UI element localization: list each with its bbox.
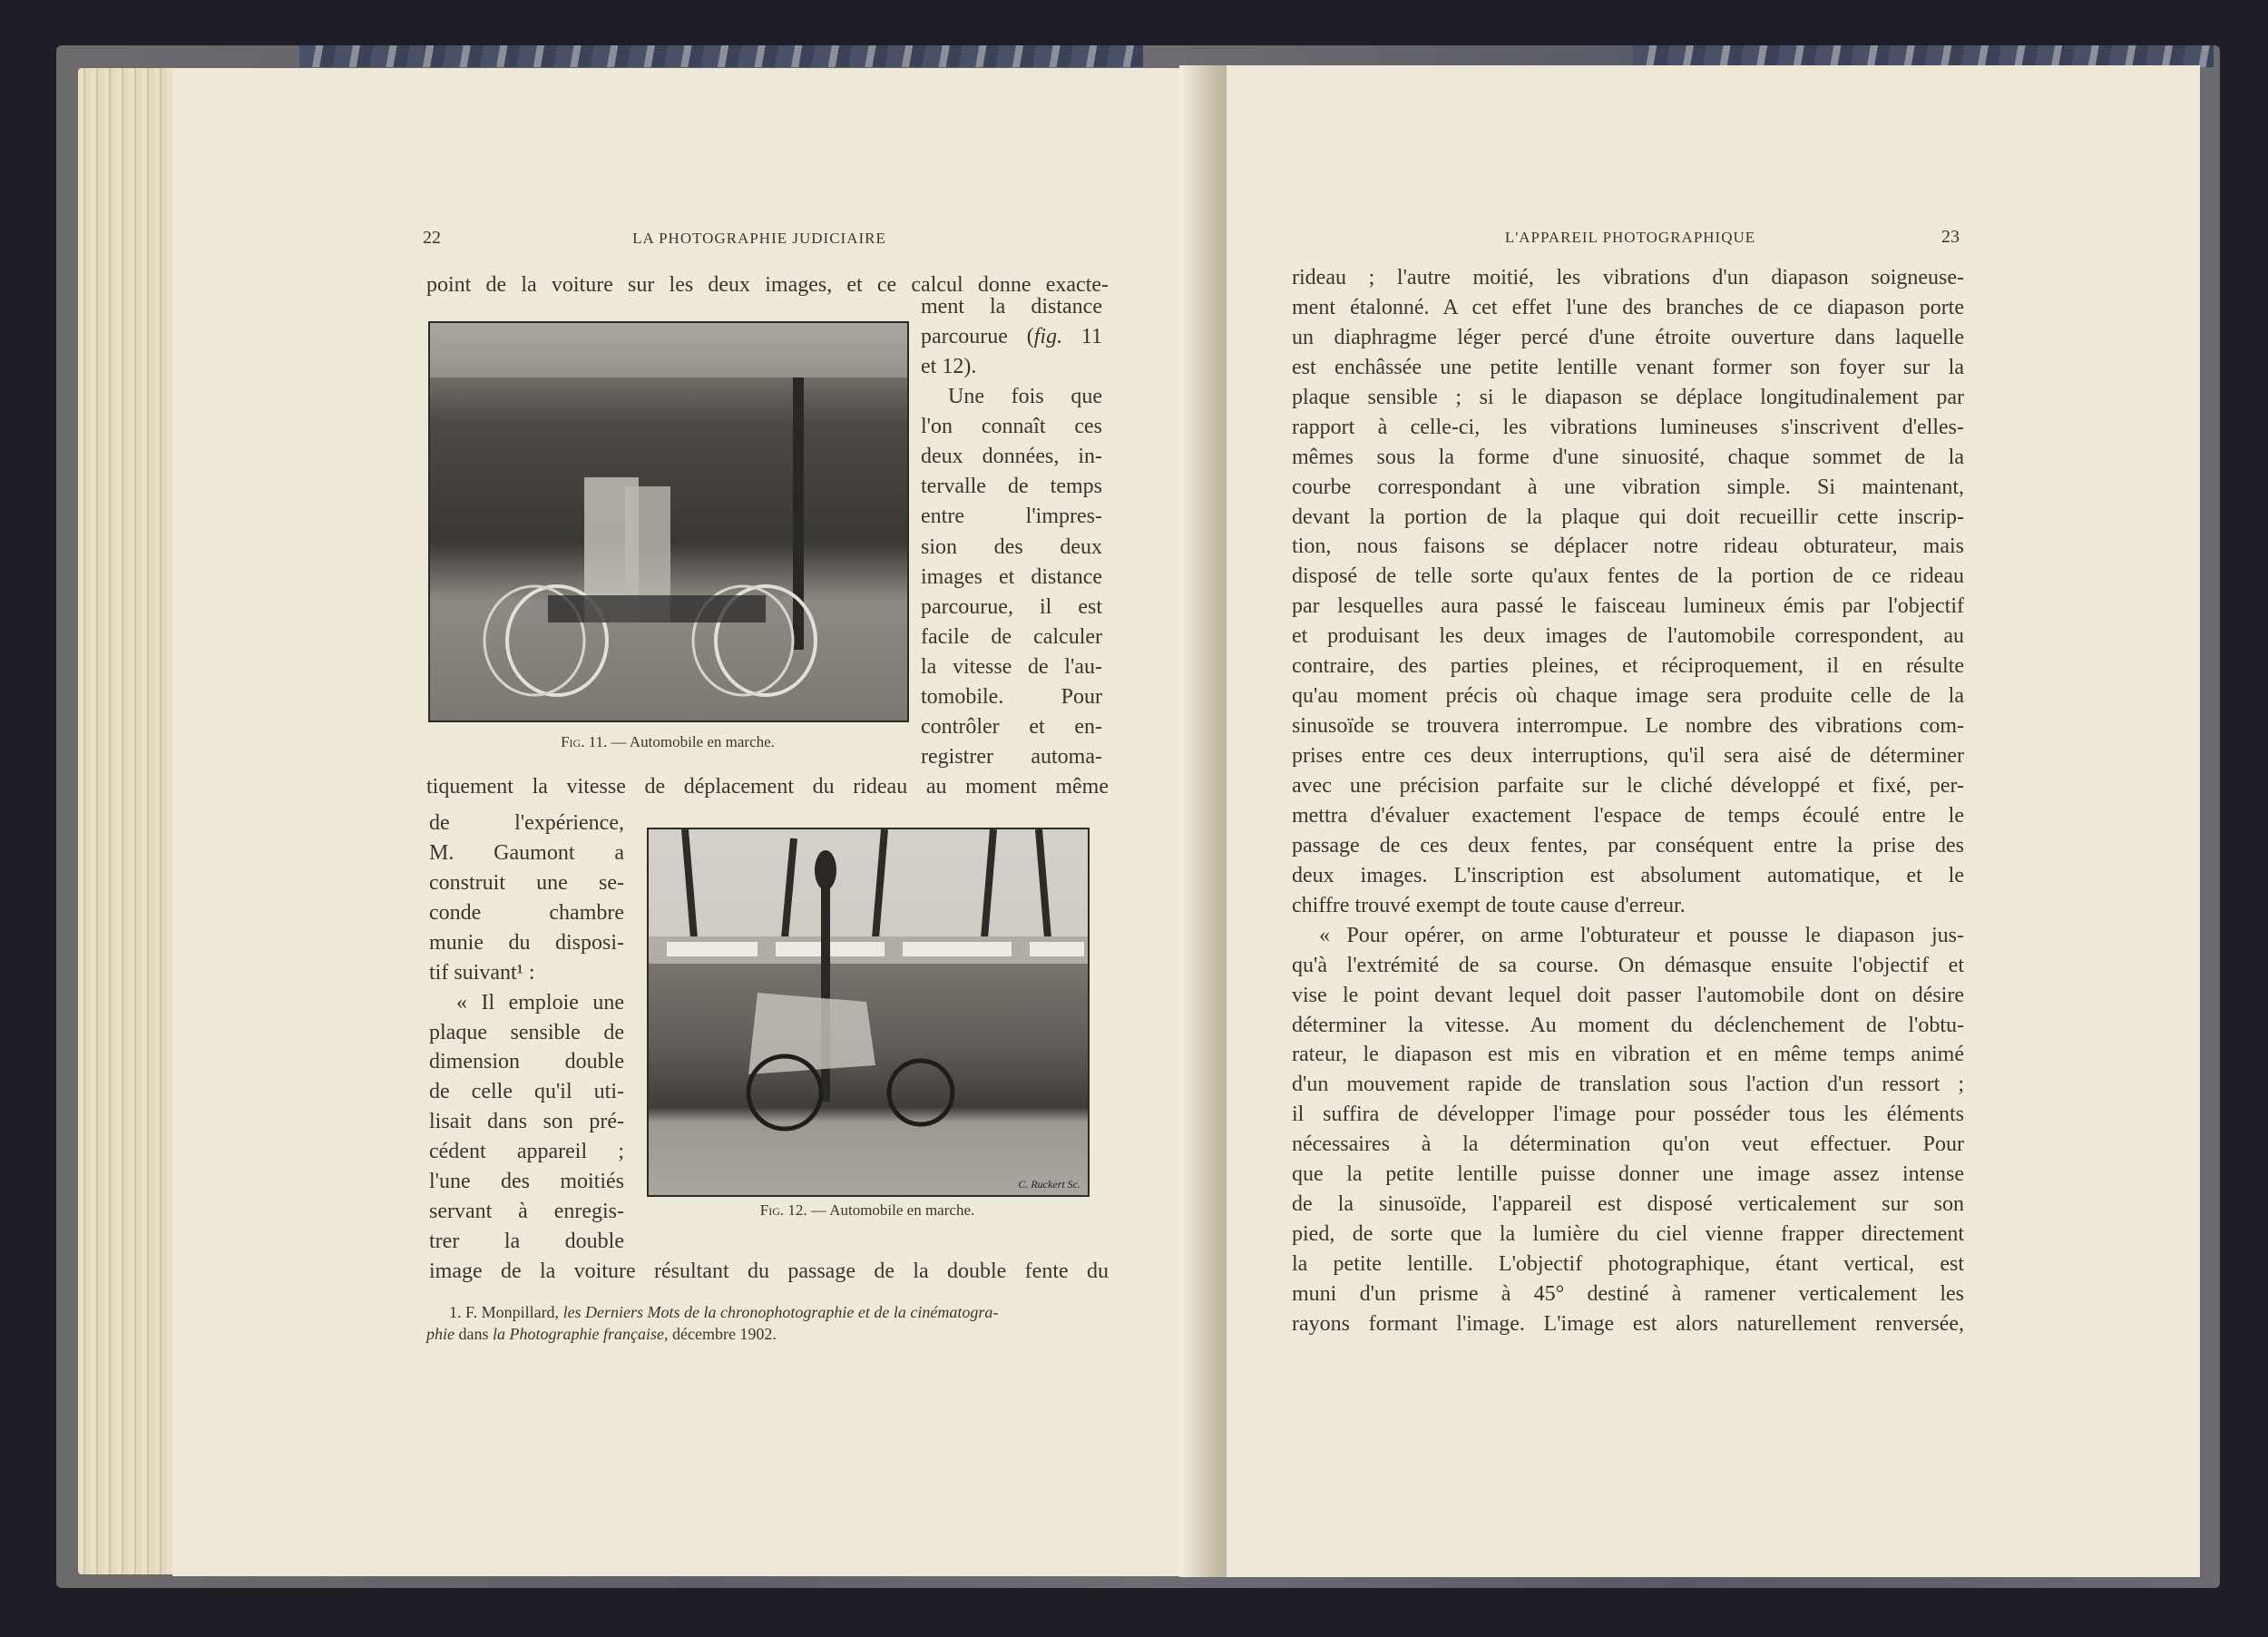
figure-caption-text: — Automobile en marche. [810, 1201, 975, 1219]
figure-11-photo [428, 321, 909, 722]
text-line: dimension double [429, 1050, 624, 1074]
text-line: « Il emploie une [456, 990, 624, 1015]
text-line: par lesquelles aura passé le faisceau lumineux émis par l'objectif [1292, 594, 1964, 619]
text-line: devant la portion de la plaque qui doit recueillir cette inscrip- [1292, 505, 1964, 529]
figure-11-caption [561, 731, 775, 753]
footnote-line [449, 1301, 998, 1323]
text-line: l'on connaît ces [921, 415, 1102, 439]
text-line: lisait dans son pré- [429, 1110, 624, 1134]
text-line: et 12). [921, 355, 977, 379]
text-line: « Pour opérer, on arme l'obturateur et pousse le diapason jus- [1319, 923, 1964, 947]
automobile-photo-illustration [430, 323, 907, 720]
text-line: d'un mouvement rapide de translation sous l'action d'un ressort ; [1292, 1073, 1964, 1097]
text-line: de celle qu'il uti- [429, 1080, 624, 1104]
text-line: trer la double [429, 1230, 624, 1254]
text-line: chiffre trouvé exempt de toute cause d'erreur. [1292, 893, 1686, 917]
text-segment: 1. F. Monpillard, [449, 1303, 563, 1321]
text-line: image de la voiture résultant du passage de la double fente du [429, 1260, 1109, 1283]
text-line: sion des deux [921, 534, 1102, 559]
text-line: plaque sensible ; si le diapason se déplace longitudinalement par [1292, 385, 1964, 409]
text-line: avec une précision parfaite sur le cliché développé et fixé, per- [1292, 773, 1964, 798]
text-segment: dans [455, 1325, 493, 1343]
page-number: 22 [423, 228, 441, 248]
text-line: courbe correspondant à une vibration simple. Si maintenant, [1292, 475, 1964, 499]
text-line: facile de calculer [921, 624, 1102, 649]
figure-12-caption [760, 1200, 974, 1221]
text-line: la vitesse de l'au- [921, 654, 1102, 679]
text-line: parcourue, il est [921, 594, 1102, 619]
text-line: entre l'impres- [921, 505, 1102, 529]
text-line: tervalle de temps [921, 475, 1102, 499]
text-line: et produisant les deux images de l'automobile correspondent, au [1292, 624, 1964, 649]
text-line: cédent appareil ; [429, 1140, 624, 1164]
text-line: déterminer la vitesse. Au moment du déclenchement de l'obtu- [1292, 1013, 1964, 1037]
emphasized-text: les Derniers Mots de la chronophotographie et de la cinématogra- [562, 1303, 999, 1321]
page-number: 23 [1941, 227, 1960, 247]
text-line: mêmes sous la forme d'une sinuosité, chaque sommet de la [1292, 445, 1964, 469]
text-line: contraire, des parties pleines, et réciproquement, il en résulte [1292, 654, 1964, 679]
page-edges [78, 68, 178, 1574]
figure-caption-text: — Automobile en marche. [611, 733, 775, 750]
text-line: tomobile. Pour [921, 684, 1102, 709]
engraver-signature: C. Ruckert Sc. [1018, 1178, 1080, 1191]
emphasized-text: la Photographie française [493, 1325, 664, 1343]
cover-marbled-edge [1633, 45, 2214, 67]
text-line: nécessaires à la détermination qu'on veut effectuer. Pour [1292, 1132, 1964, 1157]
text-line: qu'au moment précis où chaque image sera produite celle de la [1292, 684, 1964, 709]
text-line: est enchâssée une petite lentille venant former son foyer sur la [1292, 355, 1964, 379]
text-line: tiquement la vitesse de déplacement du rideau au moment même [426, 775, 1109, 799]
text-line: passage de ces deux fentes, par conséquent entre la prise des [1292, 833, 1964, 858]
figure-label: Fig. 12. [759, 1201, 807, 1219]
text-line: mettra d'évaluer exactement l'espace de temps écoulé entre le [1292, 803, 1964, 828]
text-line: rateur, le diapason est mis en vibration et en même temps animé [1292, 1043, 1964, 1067]
emphasized-text: phie [426, 1325, 455, 1343]
text-line: de la sinusoïde, l'appareil est disposé verticalement sur son [1292, 1192, 1964, 1217]
text-line: deux images. L'inscription est absolument automatique, et le [1292, 863, 1964, 887]
text-line [921, 321, 1102, 352]
emphasized-text: fig. [1033, 325, 1063, 349]
footnote-line [426, 1323, 777, 1345]
text-line: ment étalonné. A cet effet l'une des branches de ce diapason porte [1292, 295, 1964, 319]
running-head: L'APPAREIL PHOTOGRAPHIQUE [1504, 229, 1756, 246]
figure-12-photo [647, 828, 1090, 1197]
text-line: vise le point devant lequel doit passer l'automobile dont on désire [1292, 983, 1964, 1007]
text-line: rayons formant l'image. L'image est alors naturellement renversée, [1292, 1311, 1964, 1336]
text-line: l'une des moitiés [429, 1170, 624, 1194]
text-line: prises entre ces deux interruptions, qu'il sera aisé de déterminer [1292, 744, 1964, 769]
text-line: tion, nous faisons se déplacer notre rideau obturateur, mais [1292, 534, 1964, 559]
text-line: qu'à l'extrémité de sa course. On démasque ensuite l'objectif et [1292, 953, 1964, 977]
text-segment: parcourue ( [921, 325, 1034, 349]
text-line: disposé de telle sorte qu'aux fentes de la portion de ce rideau [1292, 564, 1964, 589]
text-line: il suffira de développer l'image pour posséder tous les éléments [1292, 1103, 1964, 1127]
text-line: deux données, in- [921, 445, 1102, 469]
text-line: que la petite lentille puisse donner une image assez intense [1292, 1162, 1964, 1187]
text-line: images et distance [921, 564, 1102, 589]
text-line: munie du disposi- [429, 930, 624, 955]
text-line: M. Gaumont a [429, 840, 624, 865]
text-line: registrer automa- [921, 745, 1102, 769]
automobile-photo-illustration [649, 829, 1088, 1195]
text-line: ment la distance [921, 295, 1102, 319]
text-segment: , décembre 1902. [663, 1325, 777, 1343]
text-line: de l'expérience, [429, 811, 624, 835]
text-line: pied, de sorte que la lumière du ciel vienne frapper directement [1292, 1222, 1964, 1247]
text-segment: 11 [1062, 325, 1103, 349]
text-line: servant à enregis- [429, 1200, 624, 1224]
text-line: muni d'un prisme à 45° destiné à ramener verticalement les [1292, 1281, 1964, 1306]
text-line: la petite lentille. L'objectif photographique, étant vertical, est [1292, 1252, 1964, 1277]
text-line: conde chambre [429, 900, 624, 925]
text-line: sinusoïde se trouvera interrompue. Le nombre des vibrations com- [1292, 714, 1964, 739]
text-line: rapport à celle-ci, les vibrations lumineuses s'inscrivent d'elles- [1292, 415, 1964, 439]
text-line: point de la voiture sur les deux images, et ce calcul donne exacte- [426, 273, 1109, 297]
text-line: Une fois que [948, 385, 1102, 409]
text-line: construit une se- [429, 870, 624, 895]
cover-marbled-edge [299, 45, 1143, 67]
running-head: LA PHOTOGRAPHIE JUDICIAIRE [632, 230, 886, 247]
figure-label: Fig. 11. [561, 733, 608, 750]
text-line: rideau ; l'autre moitié, les vibrations d'un diapason soigneuse- [1292, 266, 1964, 289]
text-line: contrôler et en- [921, 714, 1102, 739]
book-gutter [1179, 65, 1227, 1577]
text-line: un diaphragme léger percé d'une étroite ouverture dans laquelle [1292, 325, 1964, 349]
text-line: plaque sensible de [429, 1020, 624, 1044]
text-line: tif suivant¹ : [429, 960, 535, 985]
